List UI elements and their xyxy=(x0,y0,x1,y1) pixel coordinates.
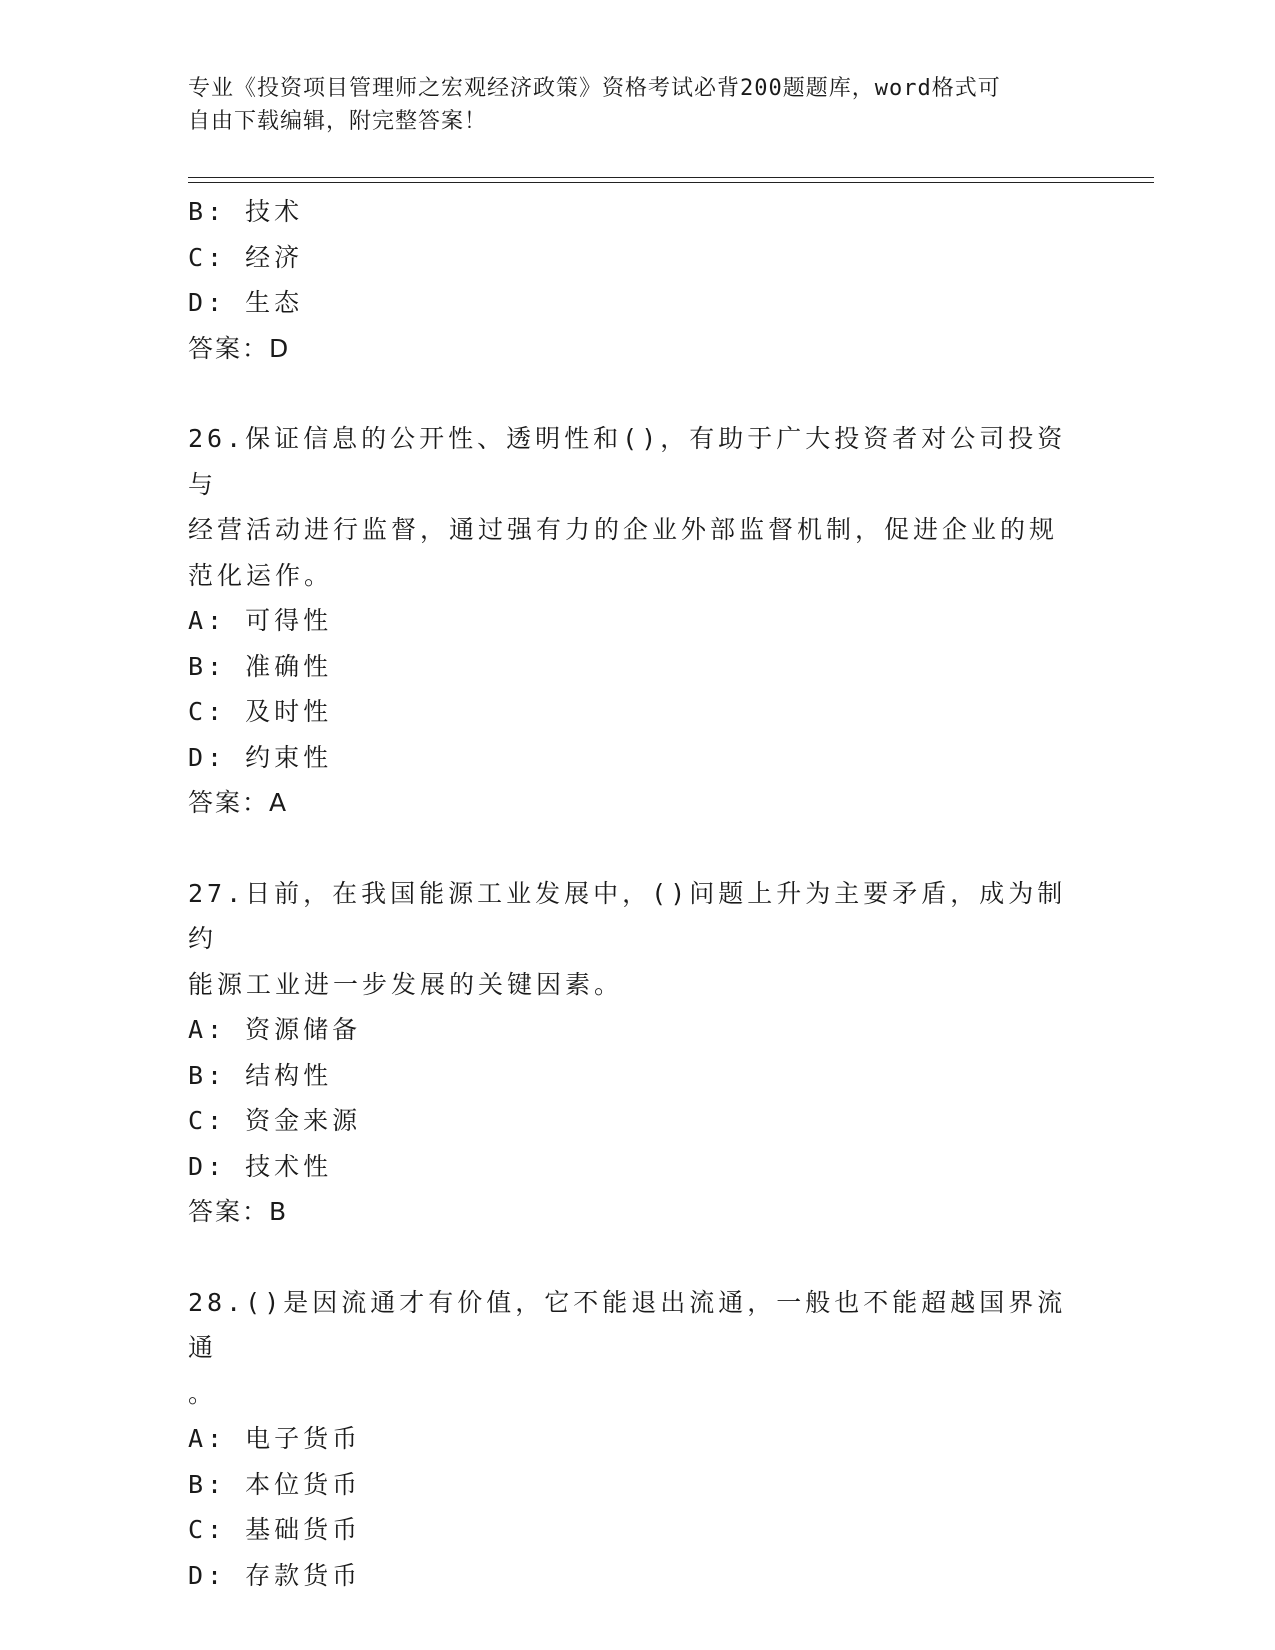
option-a: A: 资源储备 xyxy=(188,1015,362,1044)
spacer xyxy=(188,826,1088,871)
question-text-line: 26.保证信息的公开性、透明性和()，有助于广大投资者对公司投资与 xyxy=(188,424,1067,499)
option-b: B: 技术 xyxy=(188,197,304,226)
question-25-tail xyxy=(188,189,1088,371)
question-text-line: 能源工业进一步发展的关键因素。 xyxy=(188,969,624,999)
question-27 xyxy=(188,871,1088,1235)
question-text-line: 27.日前，在我国能源工业发展中，()问题上升为主要矛盾，成为制约 xyxy=(188,878,1067,953)
option-d: D: 约束性 xyxy=(188,742,333,772)
answer-line: 答案：B xyxy=(188,1197,289,1226)
question-26 xyxy=(188,416,1088,826)
header-line-1: 专业《投资项目管理师之宏观经济政策》资格考试必背200题题库，word格式可 xyxy=(188,76,1001,101)
answer-line: 答案：D xyxy=(188,333,291,363)
question-28 xyxy=(188,1280,1088,1599)
document-body xyxy=(188,189,1088,1598)
option-b: B: 本位货币 xyxy=(188,1469,362,1499)
question-text-line: 28.()是因流通才有价值，它不能退出流通，一般也不能超越国界流通 xyxy=(188,1287,1067,1362)
option-b: B: 准确性 xyxy=(188,651,333,681)
header-line-2: 自由下载编辑，附完整答案！ xyxy=(188,109,488,134)
document-header xyxy=(188,72,1088,138)
option-d: D: 存款货币 xyxy=(188,1560,362,1590)
option-d: D: 生态 xyxy=(188,288,304,317)
question-text-line: 。 xyxy=(188,1378,218,1408)
header-divider-bottom xyxy=(188,182,1154,183)
spacer xyxy=(188,1235,1088,1280)
option-c: C: 经济 xyxy=(188,242,304,272)
option-c: C: 及时性 xyxy=(188,697,333,726)
option-a: A: 电子货币 xyxy=(188,1424,362,1453)
option-c: C: 资金来源 xyxy=(188,1106,362,1135)
question-text-line: 经营活动进行监督，通过强有力的企业外部监督机制，促进企业的规 xyxy=(188,515,1059,544)
option-c: C: 基础货币 xyxy=(188,1515,362,1544)
question-text-line: 范化运作。 xyxy=(188,560,334,590)
option-d: D: 技术性 xyxy=(188,1151,333,1181)
option-b: B: 结构性 xyxy=(188,1060,333,1090)
option-a: A: 可得性 xyxy=(188,606,333,635)
spacer xyxy=(188,371,1088,416)
header-divider-top xyxy=(188,177,1154,178)
answer-line: 答案：A xyxy=(188,788,289,817)
